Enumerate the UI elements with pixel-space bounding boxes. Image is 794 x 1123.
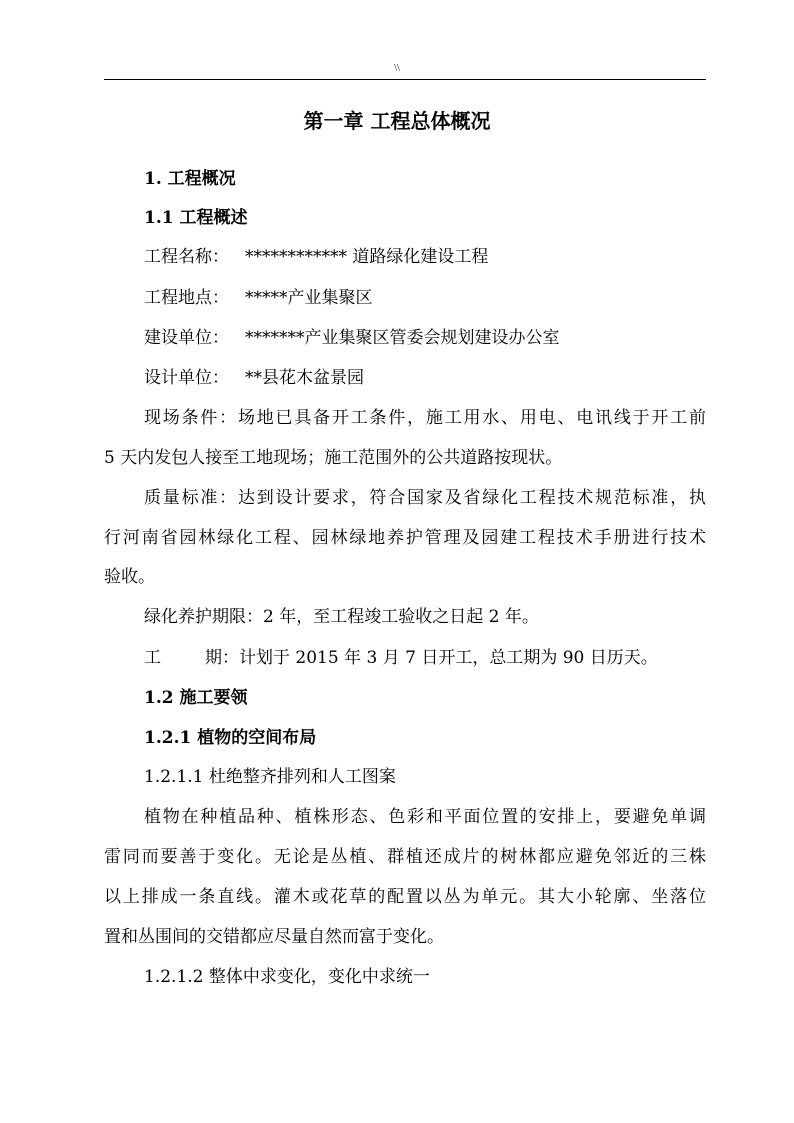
site-conditions-line-1: 现场条件：场地已具备开工条件，施工用水、用电、电讯线于开工前: [144, 408, 706, 428]
schedule-text: 计划于 2015 年 3 月 7 日开工，总工期为 90 日历天。: [239, 648, 658, 668]
section-heading-1-2-1-1: 1.2.1.1 杜绝整齐排列和人工图案: [144, 767, 396, 787]
site-conditions-line-2: 5 天内发包人接至工地现场；施工范围外的公共道路按现状。: [104, 448, 563, 468]
section-heading-1-2-1-2: 1.2.1.2 整体中求变化，变化中求统一: [144, 967, 430, 987]
info-value: **县花木盆景园: [245, 368, 364, 388]
maintenance-period: 绿化养护期限：2 年，至工程竣工验收之日起 2 年。: [144, 607, 539, 627]
info-label: 工程地点：: [144, 288, 229, 308]
layout-paragraph-line-1: 植物在种植品种、植株形态、色彩和平面位置的安排上，要避免单调: [144, 807, 706, 827]
header-mark: \\: [394, 63, 400, 74]
quality-standard-line-3: 验收。: [104, 567, 155, 587]
info-label: 设计单位：: [144, 368, 229, 388]
section-heading-1-2: 1.2 施工要领: [144, 688, 248, 708]
chapter-title: 第一章 工程总体概况: [303, 109, 491, 133]
schedule-label-b: 期：: [205, 648, 239, 668]
layout-paragraph-line-3: 以上排成一条直线。灌木或花草的配置以丛为单元。其大小轮廓、坐落位: [104, 887, 706, 907]
section-heading-1-1: 1.1 工程概述: [144, 208, 248, 228]
quality-standard-line-1: 质量标准：达到设计要求，符合国家及省绿化工程技术规范标准，执: [144, 488, 706, 508]
info-row-designer: [104, 364, 706, 392]
schedule-line: [104, 644, 706, 672]
info-value: *******产业集聚区管委会规划建设办公室: [245, 328, 560, 348]
info-label: 建设单位：: [144, 328, 229, 348]
info-value: ************ 道路绿化建设工程: [245, 247, 489, 267]
section-heading-1: 1. 工程概况: [144, 169, 236, 189]
info-row-client: [104, 324, 706, 352]
layout-paragraph-line-2: 雷同而要善于变化。无论是丛植、群植还成片的树林都应避免邻近的三株: [104, 847, 706, 867]
layout-paragraph-line-4: 置和丛围间的交错都应尽量自然而富于变化。: [104, 927, 444, 947]
info-label: 工程名称：: [144, 247, 229, 267]
info-row-location: [104, 284, 706, 312]
info-row-project-name: [104, 243, 706, 271]
quality-standard-line-2: 行河南省园林绿化工程、园林绿地养护管理及园建工程技术手册进行技术: [104, 528, 706, 548]
header-rule: [104, 79, 706, 80]
section-heading-1-2-1: 1.2.1 植物的空间布局: [144, 728, 317, 748]
info-value: *****产业集聚区: [245, 288, 373, 308]
schedule-label-a: 工: [144, 648, 161, 668]
